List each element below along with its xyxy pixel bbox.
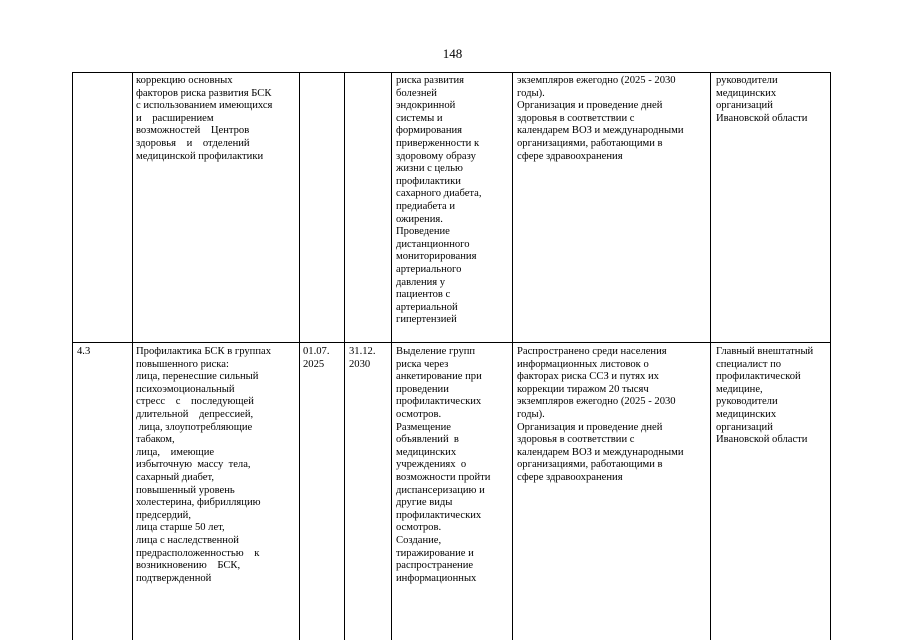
table-col-divider bbox=[299, 72, 300, 640]
table-col-divider bbox=[132, 72, 133, 640]
page-number: 148 bbox=[442, 46, 463, 61]
start-date-cell: 01.07. 2025 bbox=[303, 346, 330, 370]
table-col-divider bbox=[344, 72, 345, 640]
table-col-divider bbox=[710, 72, 711, 640]
table-row-divider bbox=[72, 342, 831, 343]
table-top-border bbox=[72, 72, 831, 73]
responsible-cell: Главный внештатный специалист по профилактической медицине, руководители медицинских организаций Ивановской области bbox=[716, 346, 814, 446]
row-number-cell: 4.3 bbox=[77, 346, 91, 357]
table-col-divider bbox=[391, 72, 392, 640]
actions-cell: Выделение групп риска через анкетирование при проведении профилактических осмотров. Размещение объявлений в медицинских учреждениях о возможности пройти диспансеризацию и другие виды профилактических осмотров. Создание, тиражирование и распространение информационных bbox=[396, 346, 491, 584]
responsible-cell: руководители медицинских организаций Ивановской области bbox=[716, 75, 808, 124]
table-border-right bbox=[830, 72, 831, 640]
actions-cell: риска развития болезней эндокринной системы и формирования приверженности к здоровому образу жизни с целью профилактики сахарного диабета, предиабета и ожирения. Проведение дистанционного мониторирования артериального давления у пациентов с артериальной гипертензией bbox=[396, 75, 482, 326]
table-border-left bbox=[72, 72, 73, 640]
end-date-cell: 31.12. 2030 bbox=[349, 346, 376, 370]
table-col-divider bbox=[512, 72, 513, 640]
measure-cell: коррекцию основных факторов риска развития БСК с использованием имеющихся и расширением возможностей Центров здоровья и отделений медицинской профилактики bbox=[136, 75, 273, 162]
result-cell: Распространено среди населения информационных листовок о факторах риска ССЗ и путях их коррекции тиражом 20 тысяч экземпляров ежегодно (2025 - 2030 годы). Организация и проведение дней здоровья в соответствии с календарем ВОЗ и международными организациями, работающими в сфере здравоохранения bbox=[517, 346, 684, 483]
result-cell: экземпляров ежегодно (2025 - 2030 годы). Организация и проведение дней здоровья в соответствии с календарем ВОЗ и международными организациями, работающими в сфере здравоохранения bbox=[517, 75, 684, 162]
measure-cell: Профилактика БСК в группах повышенного риска: лица, перенесшие сильный психоэмоциональный стресс с последующей длительной депрессией, лица, злоупотребляющие табаком, лица, имеющие избыточную массу тела, сахарный диабет, повышенный уровень холестерина, фибрилляцию предсердий, лица старше 50 лет, лица с наследственной предрасположенностью к возникновению БСК, подтвержденной bbox=[136, 346, 271, 584]
